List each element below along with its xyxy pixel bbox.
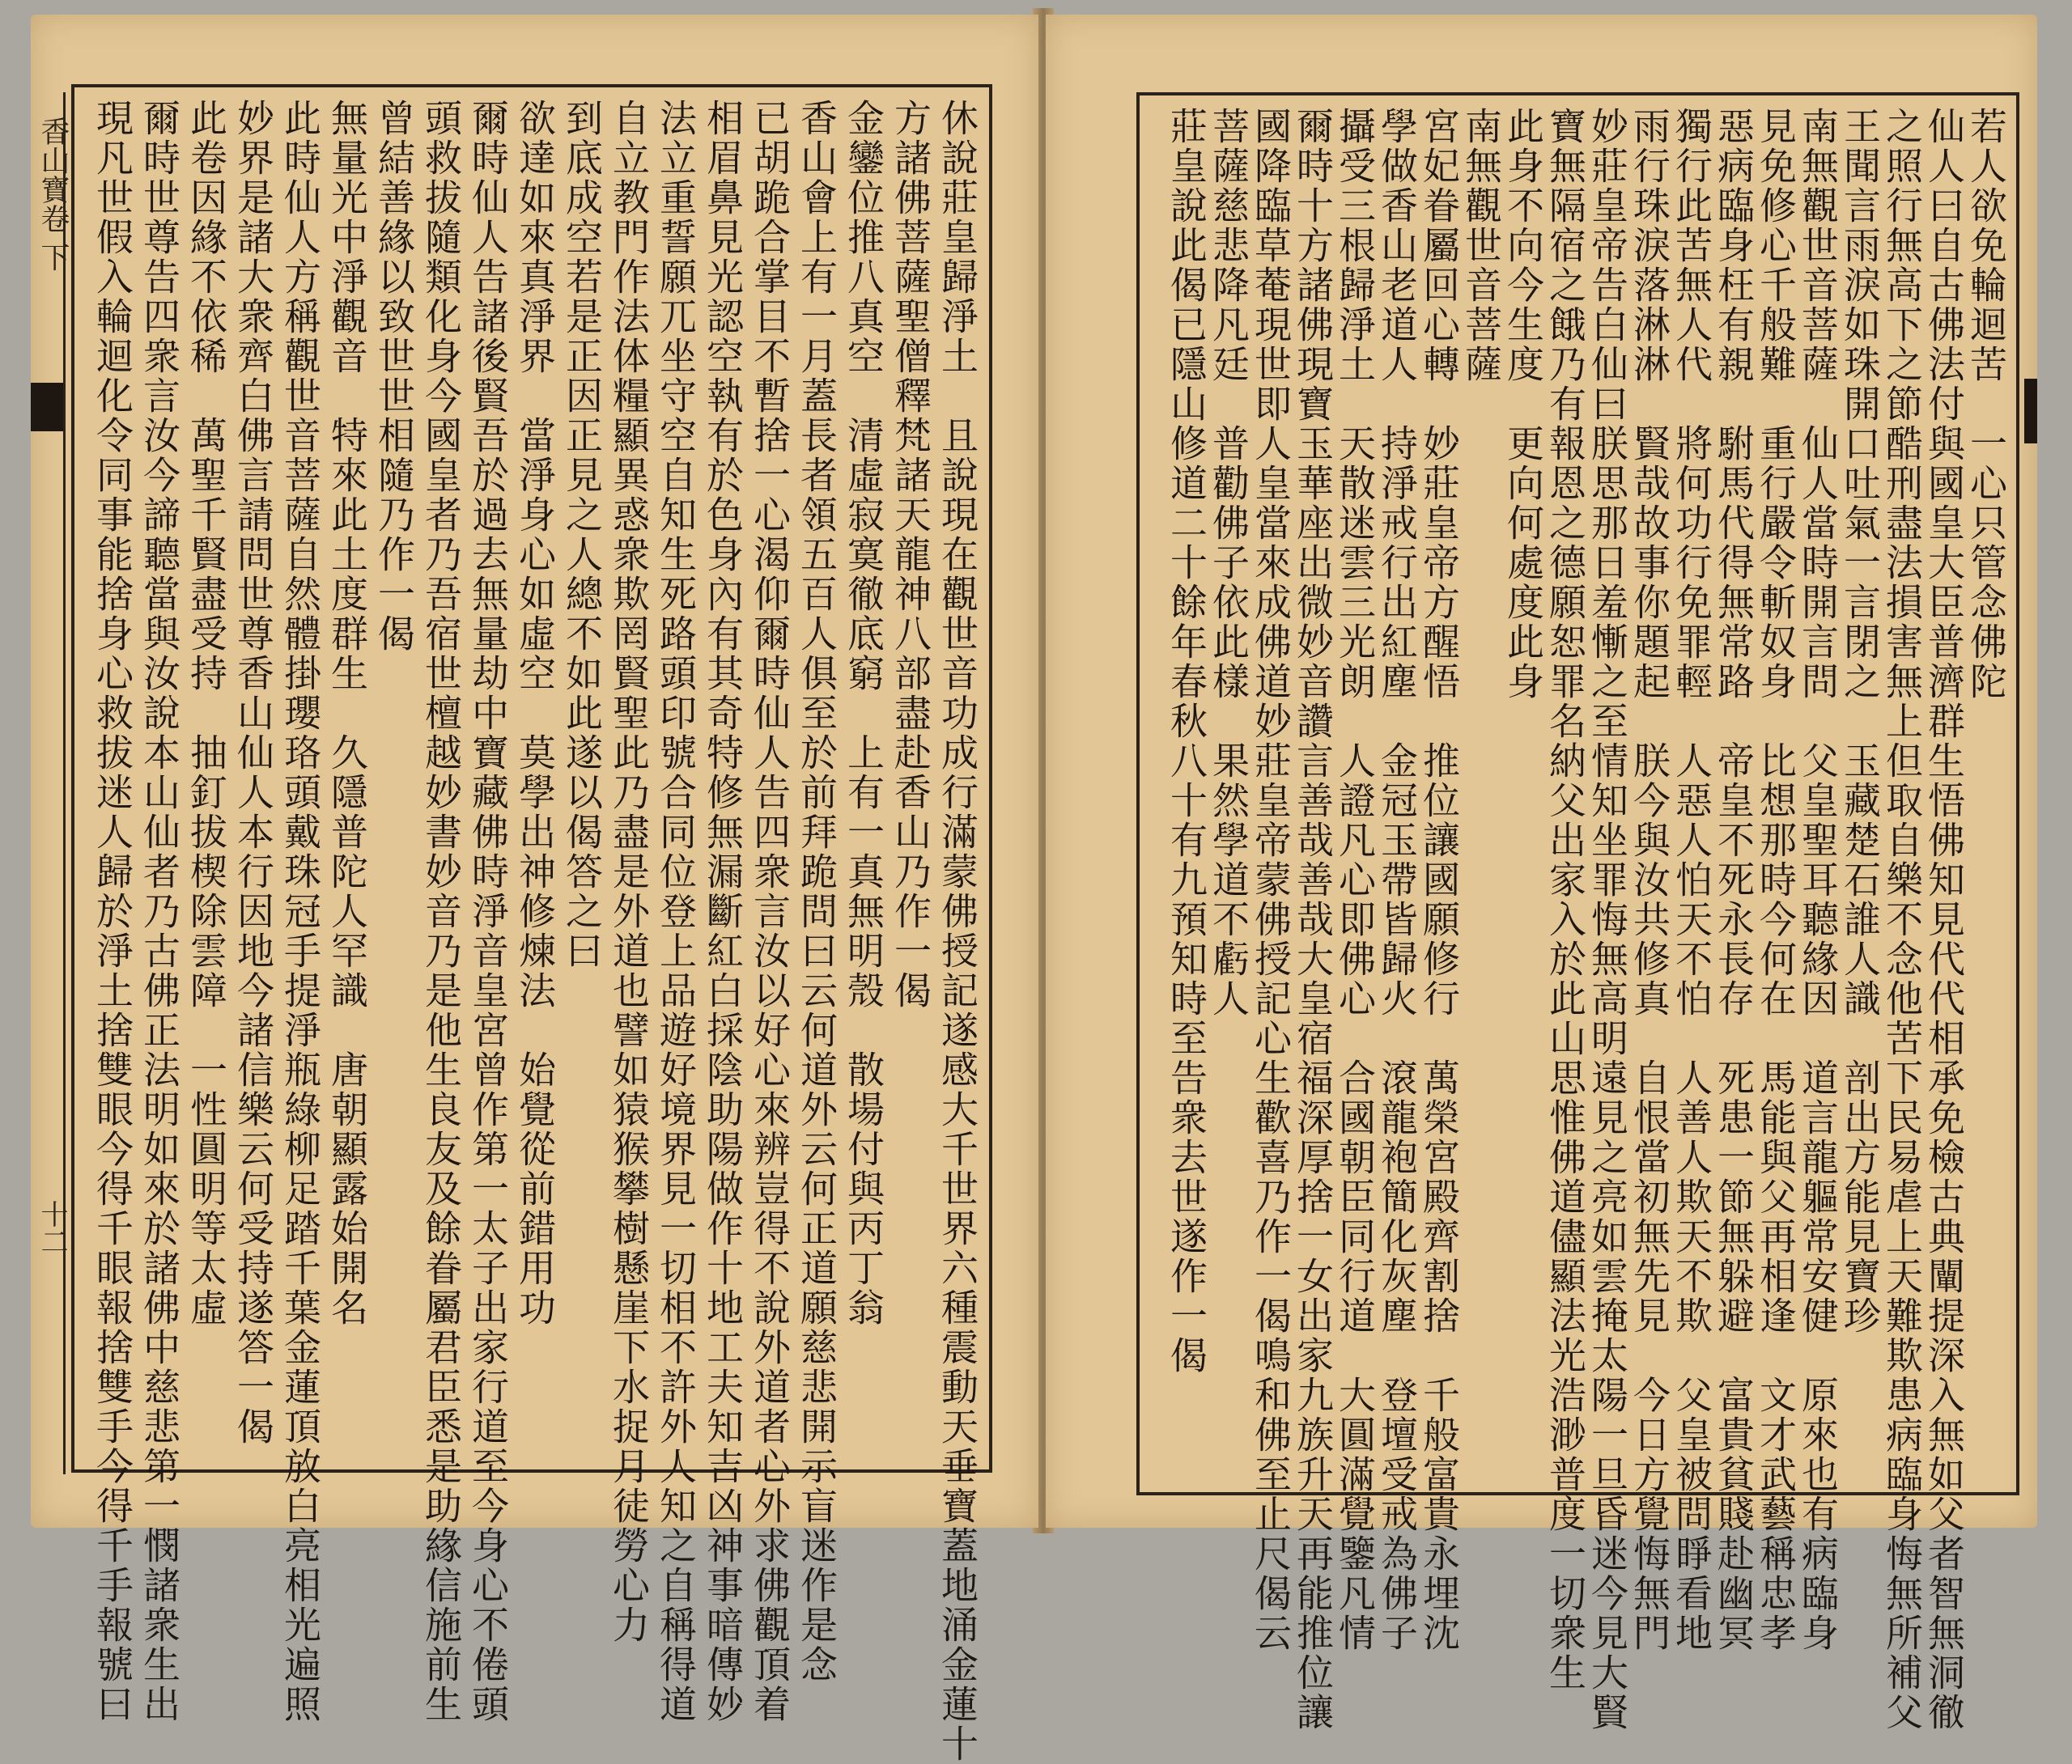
right-page [1046, 15, 2037, 1732]
margin-title: 香山寶卷 下 [36, 117, 70, 272]
verse-column: 若人欲免輪迴苦 一心只管念佛陀 [1964, 107, 2008, 702]
text-column: 妙莊皇帝告白仙曰朕思那日羞慚之至情知坐罪悔無高明遠見之亮如雲掩太陽一旦昏迷今見大賢 [1586, 107, 1629, 1732]
text-column: 國降臨草菴現世即人皇當來成佛道妙莊皇帝蒙佛授記心生歡喜乃作一偈鳴和佛至止尺偈云 [1249, 107, 1293, 1653]
left-margin-strip [31, 92, 70, 1474]
verse-column: 宮妃眷屬回心轉 妙莊皇帝方醒悟 推位讓國願修行 萬榮宮殿齊割捨 千般富貴永埋沈 [1417, 107, 1461, 1653]
left-page [31, 15, 1038, 1764]
verse-column: 南無觀世音菩薩 仙人當時開言問 父皇聖耳聽緣因 道言龍軀常安健 原來也有病臨身 [1796, 107, 1840, 1653]
verse-column: 王聞言雨淚如珠開口吐氣一言閉之 玉藏楚石誰人識 剖出方能見寶珍 [1838, 107, 1882, 1336]
left-text-frame [71, 84, 992, 1764]
verse-column: 菩薩慈悲降凡廷 普勸佛子依此樣 果然學道不虧人 [1207, 107, 1250, 1019]
text-column: 休說莊皇歸淨土 且說現在觀世音功成行滿蒙佛授記遂感大千世界六種震動天垂寶蓋地涌金蓮十 [936, 99, 979, 1764]
text-column: 莊皇說此偈已隱山修道二十餘年春秋八十有九預知時至告衆去世遂作一偈 [1165, 107, 1208, 1376]
text-column: 方諸佛菩薩聖僧釋梵諸天龍神八部盡赴香山乃作一偈 [889, 99, 932, 1011]
text-column: 已胡跪合掌目不暫捨一心渴仰爾時仙人告四衆言汝以好心來辨豈得不說外道者心外求佛觀頂着 [748, 99, 792, 1724]
text-column: 自立教門作法体糧顯異惑衆欺罔賢聖此乃盡是外道也譬如猿猴攀樹懸崖下水捉月徒勞心力 [607, 99, 651, 1645]
text-column: 法立重誓願兀坐守空自知生死路頭印號合同位登上品遊好境界見一切相不許外人知之自稱得道 [654, 99, 698, 1724]
black-tab-marker [31, 383, 63, 431]
verse-column: 此卷因緣不依稀 萬聖千賢盡受持 抽釘拔楔除雲障 一性圓明等太虛 [185, 99, 228, 1328]
text-column: 妙界是諸大衆齊白佛言請問世尊香山仙人本行因地今諸信樂云何受持遂答一偈 [231, 99, 275, 1447]
right-text-frame [1136, 92, 2019, 1732]
text-column: 此時仙人方稱觀世音菩薩自然體掛瓔珞頭戴珠冠手提淨瓶綠柳足踏千葉金蓮頂放白亮相光遍照 [278, 99, 322, 1724]
verse-column: 欲達如來真淨界 當淨身心如虛空 莫學出神修煉法 始覺從前錯用功 [513, 99, 557, 1328]
text-column: 寶無隔宿之餓乃有報恩之德願恕罪名納父出家入於此山思惟佛道儘顯法光浩渺普度一切衆生 [1543, 107, 1587, 1693]
text-column: 仙人曰自古佛法付與國皇大臣普濟群生悟佛知見代代相承免檢古典闡提深入無如父者智無洞徹 [1922, 107, 1966, 1732]
text-column: 爾時十方諸佛現寶玉華座出微妙音讚言善哉善哉大皇宿福深厚捨一女出家九族升天再能推位讓 [1291, 107, 1335, 1732]
text-column: 到底成空若是正因正見之人總不如此遂以偈答之曰 [560, 99, 604, 971]
text-column: 爾時仙人告諸後賢吾於過去無量劫中寶藏佛時淨音皇宮曾作第一太子出家行道至今身心不倦頭 [466, 99, 510, 1724]
verse-column: 金鑾位推八真空 清虛寂寞徹底窮 上有一真無明殼 散場付與丙丁翁 [842, 99, 885, 1328]
verse-column: 惡病臨身枉有親 駙馬代得無常路 帝皇不死永長存 死患一節無躲避 富貴貧賤赴幽冥 [1712, 107, 1756, 1653]
black-tab-marker [2024, 379, 2037, 443]
verse-column: 見免修心千般難 重行嚴令斬奴身 比想那時今何在 馬能與父再相逢 文才武藝稱忠孝 [1754, 107, 1798, 1653]
verse-column: 此身不向今生度 更向何處度此身 [1501, 107, 1545, 702]
verse-column: 獨行此苦無人代 將何功行免罪輕 人惡人怕天不怕 人善人欺天不欺 父皇被問睜看地 [1670, 107, 1713, 1653]
text-column: 香山會上有一月蓋長者領五百人俱至於前拜跪問曰云何道外云何正道願慈悲開示盲迷作是念 [795, 99, 839, 1685]
verse-column: 攝受三根歸淨土 天散迷雲三光朗 人證凡心即佛心 合國朝臣同行道 大圓滿覺鑒凡情 [1333, 107, 1377, 1653]
text-column: 現凡世假入輪迴化令同事能捨身心救拔迷人歸於淨土捨雙眼今得千眼報捨雙手今得千手報號曰 [91, 99, 134, 1724]
verse-column: 雨行珠淚落淋淋 賢哉故事你題起 朕今與汝共修真 自恨當初無先見 今日方覺悔無門 [1628, 107, 1671, 1653]
text-column: 相眉鼻見光認空執有於色身內有其奇特修無漏斷紅白採陰助陽做作十地工夫知吉凶神事暗傳妙 [701, 99, 745, 1724]
text-column: 頭救拔隨類化身今國皇者乃吾宿世檀越妙書妙音乃是他生良友及餘眷屬君臣悉是助緣信施前生 [419, 99, 463, 1724]
verse-column: 無量光中淨觀音 特來此土度群生 久隱普陀人罕識 唐朝顯露始開名 [325, 99, 369, 1328]
verse-column: 學做香山老道人 持淨戒行出紅塵 金冠玉帶皆歸火 滾龍袍簡化灰塵 登壇受戒為佛子 [1375, 107, 1419, 1653]
page-number: 十二 [36, 1200, 68, 1255]
text-column: 爾時世尊告四衆言汝今諦聽當與汝說本山仙者乃古佛正法明如來於諸佛中慈悲第一憫諸衆生出 [138, 99, 181, 1724]
text-column: 曾結善緣以致世世相隨乃作一偈 [372, 99, 416, 654]
text-column: 之照行無高下之節酷刑盡法損害無上但取自樂不念他苦下民易虐上天難欺患病臨身悔無所補父 [1880, 107, 1924, 1732]
verse-column: 南無觀世音菩薩 [1459, 107, 1503, 384]
